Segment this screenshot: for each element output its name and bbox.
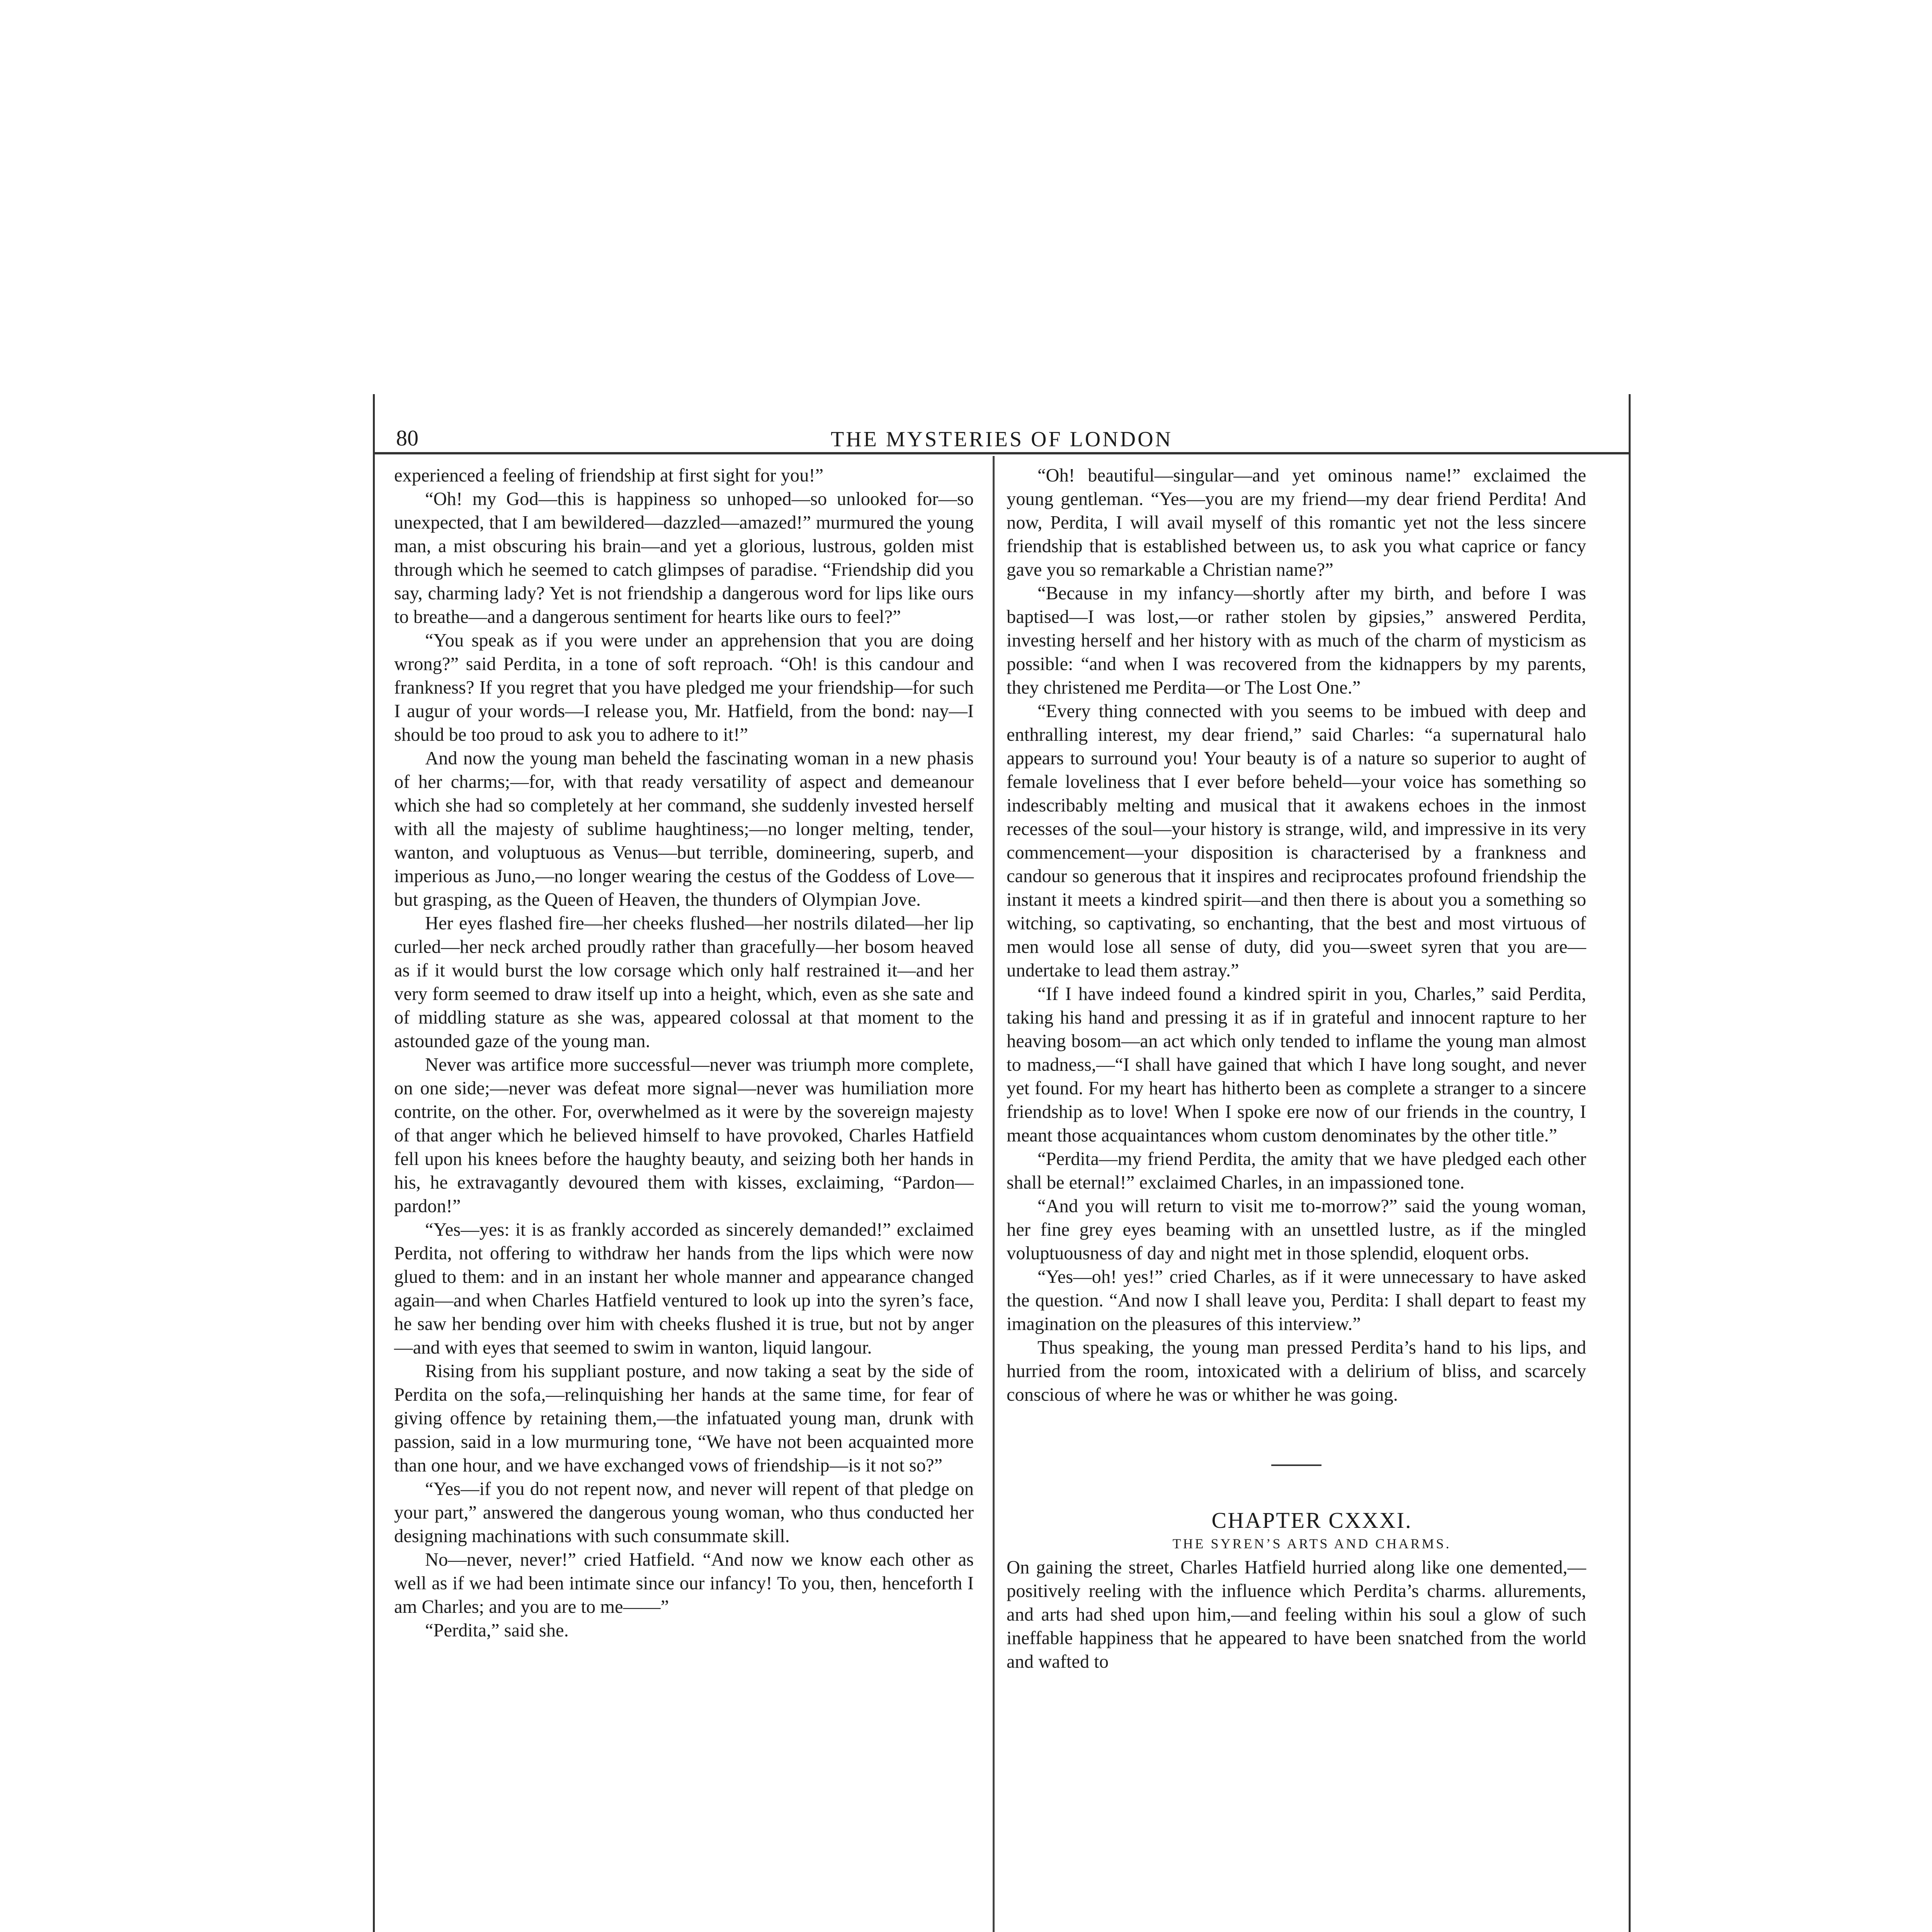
frame-rule-left bbox=[373, 394, 375, 1932]
page-number: 80 bbox=[396, 425, 418, 451]
paragraph: Thus speaking, the young man pressed Perdita’s hand to his lips, and hurried from the room, intoxicated with a delirium of bliss, and scarcely conscious of where he was or whither he was going. bbox=[1007, 1337, 1586, 1405]
frame-rule-right bbox=[1629, 394, 1631, 1932]
paragraph: “Perdita,” said she. bbox=[425, 1620, 569, 1641]
paragraph: “And you will return to visit me to-morrow?” said the young woman, her fine grey eyes beaming with an unsettled lustre, as if the mingled voluptuousness of day and night met in those splendid, eloquent orbs. bbox=[1007, 1196, 1586, 1264]
chapter-opening-paragraph: On gaining the street, Charles Hatfield hurried along like one demented,—positively reeling with the influence which Perdita’s charms. allurements, and arts had shed upon him,—and feeling within his soul a glow of such ineffable happiness that he appeared to have been snatched from the world and wafted to bbox=[1007, 1557, 1586, 1672]
page bbox=[373, 394, 1631, 1932]
paragraph: experienced a feeling of friendship at first sight for you!” bbox=[394, 465, 824, 486]
paragraph: “Perdita—my friend Perdita, the amity that we have pledged each other shall be eternal!” exclaimed Charles, in an impassioned tone. bbox=[1007, 1149, 1586, 1193]
paragraph: “Yes—if you do not repent now, and never will repent of that pledge on your part,” answered the dangerous young woman, who thus conducted her designing machinations with such consummate skill. bbox=[394, 1479, 974, 1546]
paragraph: “Oh! my God—this is happiness so unhoped—so unlooked for—so unexpected, that I am bewildered—dazzled—amazed!” murmured the young man, a mist obscuring his brain—and yet a glorious, lustrous, golden mist through which he seemed to catch glimpses of paradise. “Friendship did you say, charming lady? Yet is not friendship a dangerous word for lips like ours to breathe—and a dangerous sentiment for hearts like ours to feel?” bbox=[394, 489, 974, 627]
paragraph: And now the young man beheld the fascinating woman in a new phasis of her charms;—for, with that ready versatility of aspect and demeanour which she had so completely at her command, she suddenly invested herself with all the majesty of sublime haughtiness;—no longer melting, tender, wanton, and voluptuous as Venus—but terrible, domineering, superb, and imperious as Juno,—no longer wearing the cestus of the Goddess of Love—but grasping, as the Queen of Heaven, the thunders of Olympian Jove. bbox=[394, 748, 974, 910]
section-separator bbox=[1271, 1464, 1321, 1466]
chapter-title: CHAPTER CXXXI. bbox=[1211, 1508, 1412, 1533]
header-rule bbox=[373, 452, 1631, 454]
paragraph: “Yes—oh! yes!” cried Charles, as if it were unnecessary to have asked the question. “And now I shall leave you, Perdita: I shall depart to feast my imagination on the pleasures of this interview.” bbox=[1007, 1267, 1586, 1334]
paragraph: “Yes—yes: it is as frankly accorded as sincerely demanded!” exclaimed Perdita, not offering to withdraw her hands from the lips which were now glued to them: and in an instant her whole manner and appearance changed again—and when Charles Hatfield ventured to look up into the syren’s face, he saw her bending over him with cheeks flushed it is true, but not by anger—and with eyes that seemed to swim in wanton, liquid langour. bbox=[394, 1219, 974, 1358]
running-head: THE MYSTERIES OF LONDON bbox=[831, 427, 1173, 451]
left-column bbox=[394, 464, 974, 1642]
paragraph: Never was artifice more successful—never was triumph more complete, on one side;—never was defeat more signal—never was humiliation more contrite, on the other. For, overwhelmed as it were by the sovereign majesty of that anger which he believed himself to have provoked, Charles Hatfield fell upon his knees before the haughty beauty, and seizing both her hands in his, he extravagantly devoured them with kisses, exclaiming, “Pardon—pardon!” bbox=[394, 1054, 974, 1216]
paragraph: “Because in my infancy—shortly after my birth, and before I was baptised—I was lost,—or rather stolen by gipsies,” answered Perdita, investing herself and her history with as much of the charm of mysticism as possible: “and when I was recovered from the kidnappers by my parents, they christened me Perdita—or The Lost One.” bbox=[1007, 583, 1586, 698]
paragraph: No—never, never!” cried Hatfield. “And now we know each other as well as if we had been intimate since our infancy! To you, then, henceforth I am Charles; and you are to me——” bbox=[394, 1549, 974, 1617]
paragraph: “Every thing connected with you seems to be imbued with deep and enthralling interest, my dear friend,” said Charles: “a supernatural halo appears to surround you! Your beauty is of a nature so superior to aught of female loveliness that I ever before beheld—your voice has something so indescribably melting and musical that it awakens echoes in the inmost recesses of the soul—your history is strange, wild, and impressive in its very commencement—your disposition is characterised by a frankness and candour so generous that it inspires and reciprocates profound friendship the instant it meets a kindred spirit—and then there is about you a something so witching, so captivating, so enchanting, that the best and most virtuous of men would lose all sense of duty, did you—sweet syren that you are—undertake to lead them astray.” bbox=[1007, 701, 1586, 981]
paragraph: “You speak as if you were under an apprehension that you are doing wrong?” said Perdita, in a tone of soft reproach. “Oh! is this candour and frankness? If you regret that you have pledged me your friendship—for such I augur of your words—I release you, Mr. Hatfield, from the bond: nay—I should be too proud to ask you to adhere to it!” bbox=[394, 630, 974, 745]
column-divider bbox=[993, 456, 995, 1932]
chapter-subtitle: THE SYREN’S ARTS AND CHARMS. bbox=[1172, 1536, 1451, 1551]
paragraph: “Oh! beautiful—singular—and yet ominous name!” exclaimed the young gentleman. “Yes—you are my friend—my dear friend Perdita! And now, Perdita, I will avail myself of this romantic yet not the less sincere friendship that is established between us, to ask you what caprice or fancy gave you so remarkable a Christian name?” bbox=[1007, 465, 1586, 580]
paragraph: Her eyes flashed fire—her cheeks flushed—her nostrils dilated—her lip curled—her neck arched proudly rather than gracefully—her bosom heaved as if it would burst the low corsage which only half restrained it—and her very form seemed to draw itself up into a height, which, even as she sate and of middling stature as she was, appeared colossal at that moment to the astounded gaze of the young man. bbox=[394, 913, 974, 1051]
paragraph: “If I have indeed found a kindred spirit in you, Charles,” said Perdita, taking his hand and pressing it as if in grateful and innocent rapture to her heaving bosom—an act which only tended to inflame the young man almost to madness,—“I shall have gained that which I have long sought, and never yet found. For my heart has hitherto been as complete a stranger to a sincere friendship as to love! When I spoke ere now of our friends in the country, I meant those acquaintances whom custom denominates by the other title.” bbox=[1007, 984, 1586, 1146]
right-column bbox=[1007, 464, 1586, 1673]
paragraph: Rising from his suppliant posture, and now taking a seat by the side of Perdita on the sofa,—relinquishing her hands at the same time, for fear of giving offence by retaining them,—the infatuated young man, drunk with passion, said in a low murmuring tone, “We have not been acquainted more than one hour, and we have exchanged vows of friendship—is it not so?” bbox=[394, 1361, 974, 1476]
